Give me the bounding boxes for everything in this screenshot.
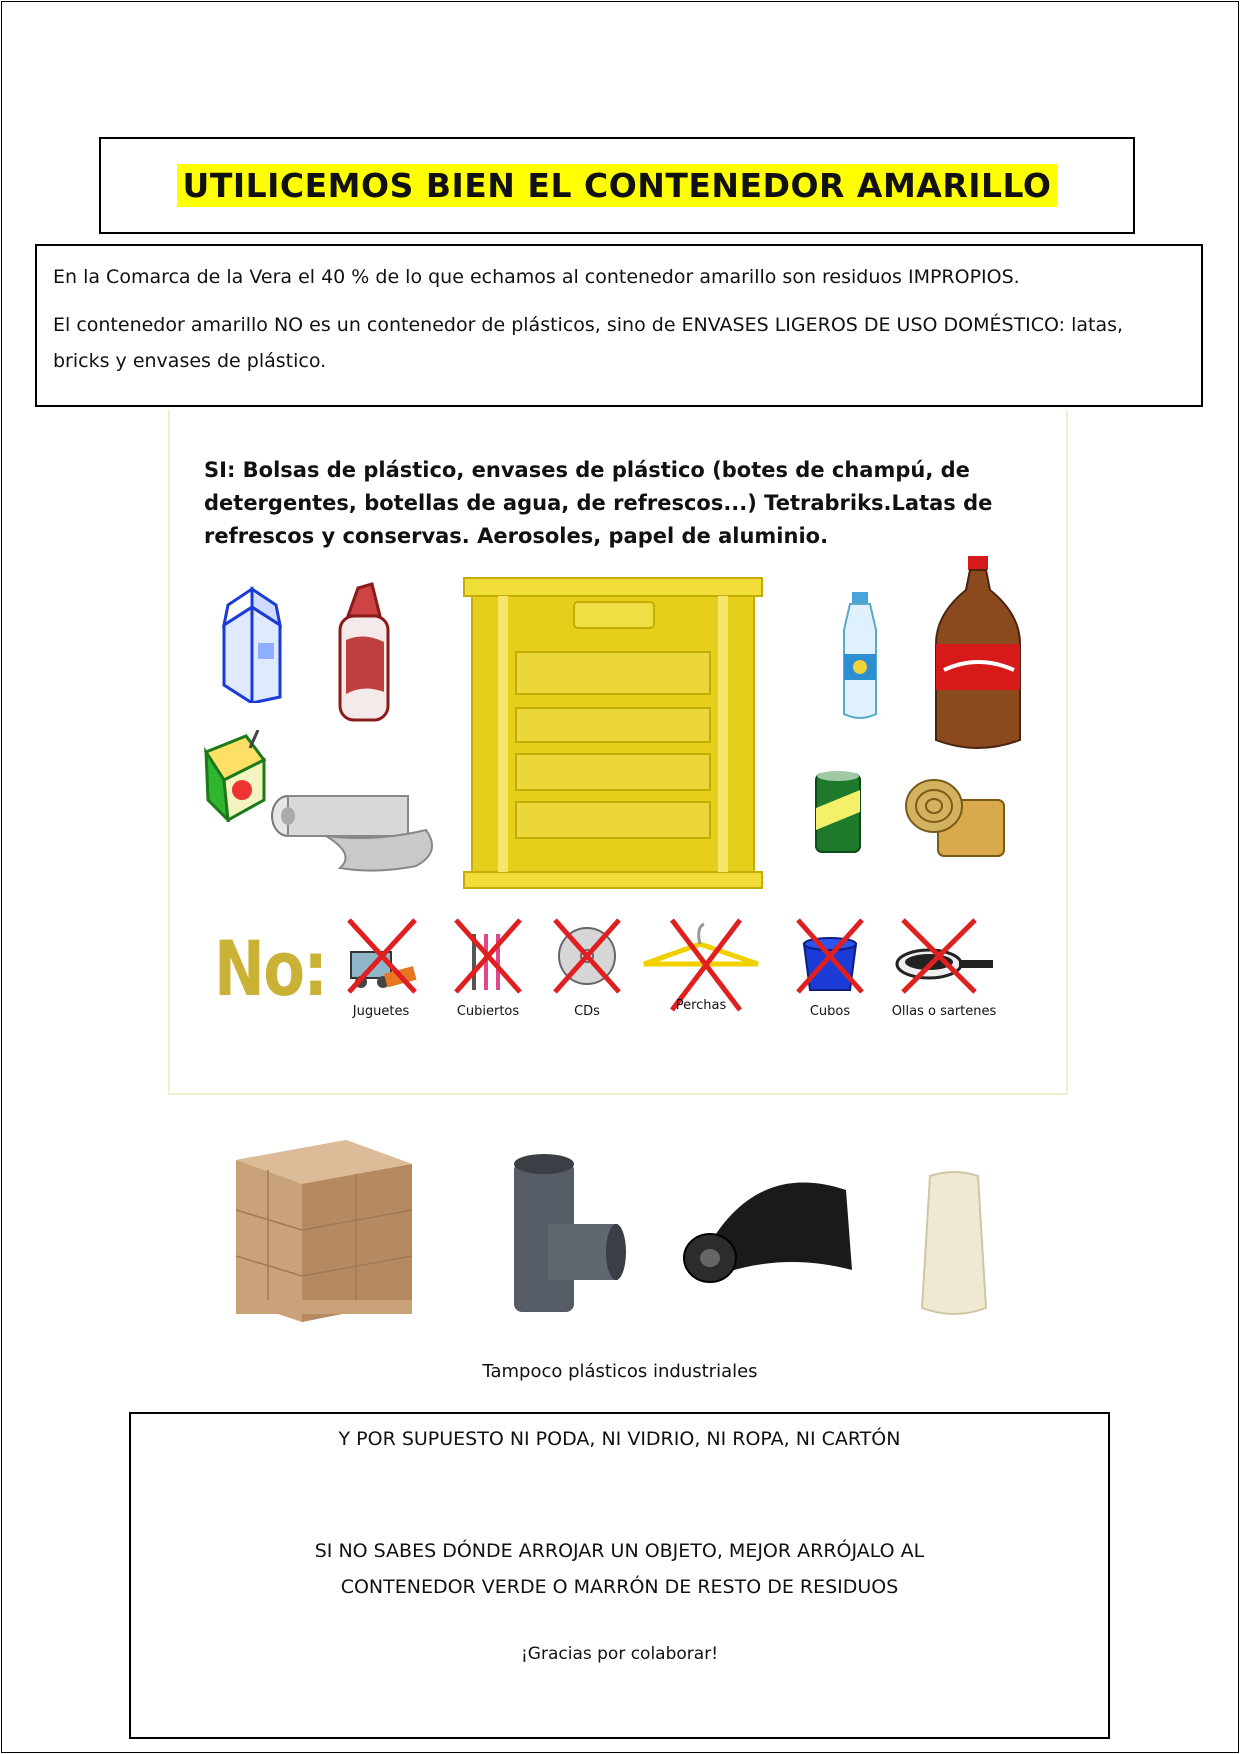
no-item-toys — [326, 914, 436, 1019]
intro-box — [35, 244, 1203, 407]
toys-icon — [339, 914, 423, 998]
no-item-buckets — [782, 914, 878, 1019]
si-text: SI: Bolsas de plástico, envases de plástico (botes de champú, de detergentes, botellas de agua, de refrescos...) Tetrabriks.Latas de refrescos y conservas. Aerosoles, papel de aluminio. — [204, 458, 993, 548]
water-bottle-icon — [830, 590, 890, 722]
pallet-boxes-icon — [226, 1130, 422, 1330]
page-title: UTILICEMOS BIEN EL CONTENEDOR AMARILLO — [177, 164, 1058, 207]
no-caption-hangers: Perchas — [675, 998, 727, 1013]
no-item-cds — [542, 914, 632, 1019]
no-caption-toys: Juguetes — [352, 1004, 410, 1019]
bottom-box — [129, 1412, 1110, 1739]
plastic-sheet-roll-icon — [676, 1150, 856, 1286]
si-panel — [168, 410, 1068, 1095]
cutlery-icon — [448, 914, 528, 998]
spray-bottle-icon — [328, 580, 400, 728]
bottom-line-4: ¡Gracias por colaborar! — [520, 1644, 719, 1664]
industrial-caption: Tampoco plásticos industriales — [482, 1361, 758, 1382]
yellow-container-icon — [458, 574, 768, 890]
no-caption-cds: CDs — [574, 1004, 600, 1019]
raffia-sack-icon — [916, 1168, 992, 1320]
cd-icon — [547, 914, 627, 998]
no-item-cutlery — [438, 914, 538, 1019]
soda-can-icon — [812, 768, 864, 856]
bottom-line-1: Y POR SUPUESTO NI PODA, NI VIDRIO, NI ROPA, NI CARTÓN — [338, 1428, 901, 1450]
bottom-line-2: SI NO SABES DÓNDE ARROJAR UN OBJETO, MEJOR ARRÓJALO AL — [314, 1540, 925, 1562]
soda-bottle-icon — [928, 554, 1028, 756]
no-caption-cutlery: Cubiertos — [456, 1004, 520, 1019]
pan-icon — [889, 914, 999, 998]
milk-carton-icon — [214, 585, 290, 703]
juice-brick-icon — [198, 730, 270, 822]
food-can-icon — [900, 774, 1012, 864]
no-item-pans — [884, 914, 1004, 1019]
intro-line-2: El contenedor amarillo NO es un contenedor de plásticos, sino de ENVASES LIGEROS DE USO DOMÉSTICO: latas, bricks y envases de plástico. — [53, 314, 1124, 372]
no-item-hangers — [636, 914, 766, 1013]
bottom-line-3: CONTENEDOR VERDE O MARRÓN DE RESTO DE RESIDUOS — [340, 1576, 899, 1598]
aluminum-foil-icon — [266, 782, 446, 874]
no-label: No: — [214, 924, 327, 1013]
no-caption-pans: Ollas o sartenes — [891, 1004, 997, 1019]
no-caption-buckets: Cubos — [809, 1004, 851, 1019]
intro-line-1: En la Comarca de la Vera el 40 % de lo que echamos al contenedor amarillo son residuos IMPROPIOS. — [53, 266, 1020, 288]
title-box — [99, 137, 1135, 234]
bucket-icon — [790, 914, 870, 998]
pvc-pipe-icon — [508, 1152, 628, 1318]
